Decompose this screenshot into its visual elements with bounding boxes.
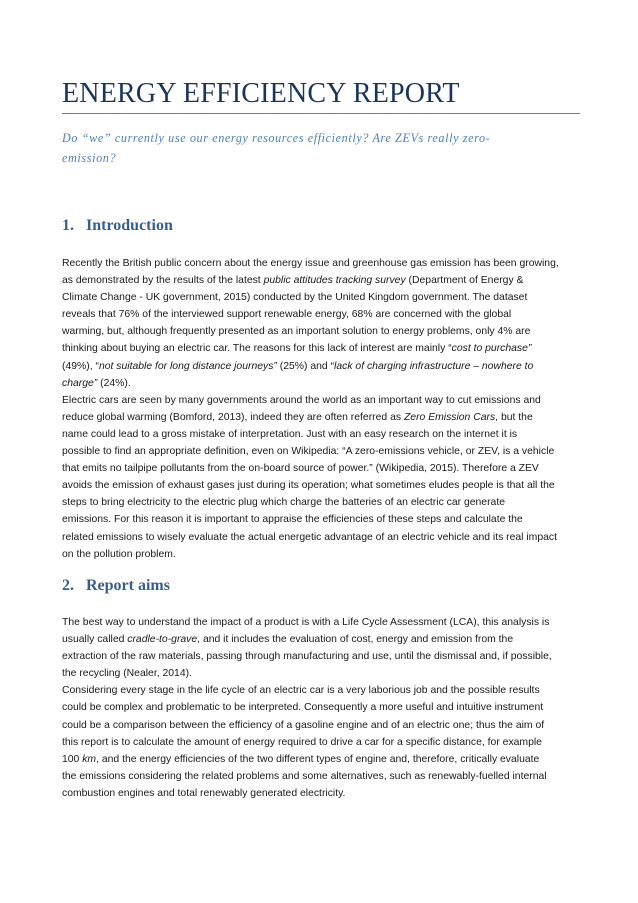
text-line: 100 km, and the energy efficiencies of the two different types of engine and, therefore, critically evaluate xyxy=(62,753,540,765)
text-line: could be complex and problematic to be interpreted. Consequently a more useful and intuitive instrument xyxy=(62,702,544,714)
emphasis-text: charge” xyxy=(62,377,98,389)
title-underline xyxy=(62,113,580,114)
text-line: emissions. For this reason it is important to appraise the efficiencies of these steps and calculate the xyxy=(62,514,523,526)
text-line: combustion engines and total renewably generated electricity. xyxy=(62,787,346,799)
text-line: avoids the emission of exhaust gases just during its operation; what sometimes eludes people is that all the xyxy=(62,480,555,492)
text-line: Considering every stage in the life cycle of an electric car is a very laborious job and the possible results xyxy=(62,685,540,697)
emphasis-text: not suitable for long distance journeys” xyxy=(98,360,277,372)
report-aims-body xyxy=(62,614,580,802)
text-line: name could lead to a gross mistake of interpretation. Just with an easy research on the internet it is xyxy=(62,428,518,440)
text-line: thinking about buying an electric car. The reasons for this lack of interest are mainly “cost to purchase” xyxy=(62,343,532,355)
text-line: extraction of the raw materials, passing through manufacturing and use, until the dismissal and, if possible, xyxy=(62,651,552,663)
subtitle-line: emission? xyxy=(62,151,117,165)
text-line: Recently the British public concern about the energy issue and greenhouse gas emission has been growing, xyxy=(62,258,559,269)
emphasis-text: public attitudes tracking survey xyxy=(263,275,406,287)
section-title: Introduction xyxy=(86,217,173,234)
text-line: reduce global warming (Bomford, 2013), indeed they are often referred as Zero Emission Cars, but the xyxy=(62,411,533,423)
text-line: warming, but, although frequently presented as an important solution to energy problems, only 4% are xyxy=(62,326,531,338)
text-line: (49%), “not suitable for long distance journeys” (25%) and “lack of charging infrastructure – nowhere to xyxy=(62,360,534,372)
section-heading-introduction xyxy=(62,217,173,235)
introduction-body xyxy=(62,255,580,563)
section-heading-report-aims xyxy=(62,577,170,595)
text-line: steps to bring electricity to the electric plug which charge the batteries of an electric car generate xyxy=(62,497,505,509)
emphasis-text: Zero Emission Cars xyxy=(403,411,496,423)
subtitle-line: Do “we” currently use our energy resources efficiently? Are ZEVs really zero- xyxy=(62,131,491,145)
text-line: reveals that 76% of the interviewed support renewable energy, 68% are concerned with the global xyxy=(62,309,512,321)
text-line: related emissions to wisely evaluate the actual energetic advantage of an electric vehicle and its real impact xyxy=(62,531,557,543)
document-title: ENERGY EFFICIENCY REPORT xyxy=(62,78,460,109)
text-line: could be a comparison between the efficiency of a gasoline engine and of an electric one; thus the aim of xyxy=(62,719,545,731)
text-line: the recycling (Nealer, 2014). xyxy=(62,668,192,680)
section-title: Report aims xyxy=(86,577,170,594)
text-line: as demonstrated by the results of the latest public attitudes tracking survey (Department of Energy & xyxy=(62,275,524,287)
text-line: Climate Change - UK government, 2015) conducted by the United Kingdom government. The dataset xyxy=(62,292,528,304)
emphasis-text: km xyxy=(82,753,97,765)
emphasis-text: cost to purchase” xyxy=(451,343,532,355)
text-line: Electric cars are seen by many governments around the world as an important way to cut emissions and xyxy=(62,394,541,406)
text-line: The best way to understand the impact of a product is with a Life Cycle Assessment (LCA), this analysis is xyxy=(62,617,550,628)
section-number: 2. xyxy=(62,577,74,594)
section-number: 1. xyxy=(62,217,74,234)
text-line: possible to find an appropriate definition, even on Wikipedia: “A zero-emissions vehicle, or ZEV, is a vehicle xyxy=(62,446,555,458)
text-line: on the pollution problem. xyxy=(62,548,176,560)
document-subtitle xyxy=(62,128,562,168)
emphasis-text: cradle-to-grave xyxy=(127,634,198,646)
text-line: that emits no tailpipe pollutants from the on-board source of power.” (Wikipedia, 2015). Therefore a ZEV xyxy=(62,463,539,475)
text-line: this report is to calculate the amount of energy required to drive a car for a specific distance, for example xyxy=(62,736,542,748)
text-line: the emissions considering the related problems and some alternatives, such as renewably-fuelled internal xyxy=(62,770,547,782)
text-line: charge” (24%). xyxy=(62,377,131,389)
text-line: usually called cradle-to-grave, and it includes the evaluation of cost, energy and emission from the xyxy=(62,634,514,646)
emphasis-text: lack of charging infrastructure – nowhere to xyxy=(334,360,534,372)
